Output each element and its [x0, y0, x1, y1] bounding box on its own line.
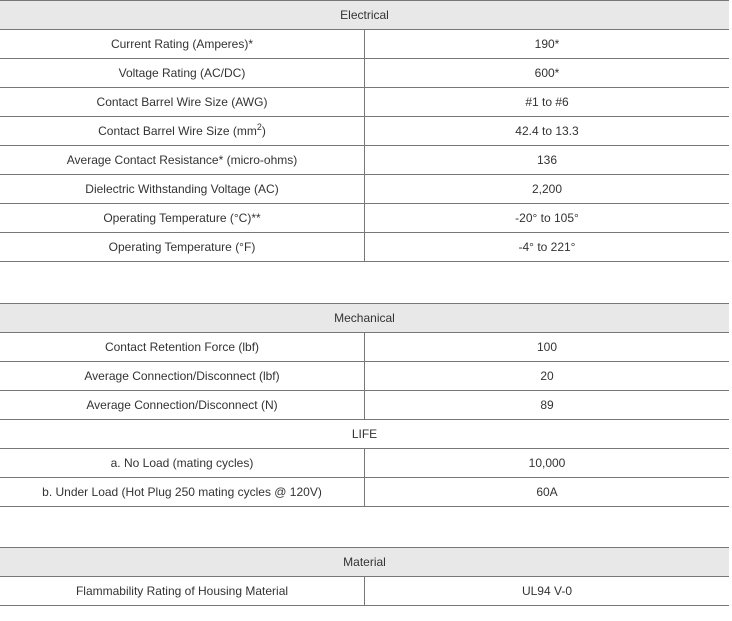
life-subheader: LIFE — [0, 420, 729, 449]
spec-label: b. Under Load (Hot Plug 250 mating cycles @ 120V) — [0, 478, 365, 507]
table-row — [0, 175, 729, 204]
electrical-table — [0, 0, 729, 262]
section-header-material: Material — [0, 548, 729, 577]
spec-label: Average Connection/Disconnect (N) — [0, 391, 365, 420]
section-header-row — [0, 1, 729, 30]
table-row — [0, 577, 729, 606]
spec-value: 20 — [365, 362, 730, 391]
spec-value: UL94 V-0 — [365, 577, 730, 606]
spec-label-text: Contact Barrel Wire Size (mm — [98, 124, 257, 138]
spec-value: 10,000 — [365, 449, 730, 478]
table-row — [0, 333, 729, 362]
superscript: 2 — [256, 122, 262, 132]
spec-value: 2,200 — [365, 175, 730, 204]
spec-label: Flammability Rating of Housing Material — [0, 577, 365, 606]
spec-label — [0, 117, 365, 146]
table-row — [0, 59, 729, 88]
table-row — [0, 449, 729, 478]
spec-value: 100 — [365, 333, 730, 362]
spec-label: Operating Temperature (°F) — [0, 233, 365, 262]
subheader-row — [0, 420, 729, 449]
spec-value: 136 — [365, 146, 730, 175]
section-header-row — [0, 548, 729, 577]
spec-label: Operating Temperature (°C)** — [0, 204, 365, 233]
spec-label: Average Contact Resistance* (micro-ohms) — [0, 146, 365, 175]
spec-label: Dielectric Withstanding Voltage (AC) — [0, 175, 365, 204]
table-row — [0, 117, 729, 146]
section-header-row — [0, 304, 729, 333]
spec-value: -4° to 221° — [365, 233, 730, 262]
spec-label-suffix: ) — [261, 124, 266, 138]
spec-value: 600* — [365, 59, 730, 88]
spec-label: Average Connection/Disconnect (lbf) — [0, 362, 365, 391]
spec-label: Contact Barrel Wire Size (AWG) — [0, 88, 365, 117]
table-row — [0, 362, 729, 391]
section-header-mechanical: Mechanical — [0, 304, 729, 333]
table-row — [0, 30, 729, 59]
spec-value: #1 to #6 — [365, 88, 730, 117]
section-spacer — [0, 507, 732, 547]
table-row — [0, 391, 729, 420]
section-spacer — [0, 262, 732, 303]
spec-label: Voltage Rating (AC/DC) — [0, 59, 365, 88]
spec-label: a. No Load (mating cycles) — [0, 449, 365, 478]
section-header-electrical: Electrical — [0, 1, 729, 30]
table-row — [0, 204, 729, 233]
spec-label: Contact Retention Force (lbf) — [0, 333, 365, 362]
table-row — [0, 233, 729, 262]
spec-label: Current Rating (Amperes)* — [0, 30, 365, 59]
mechanical-table — [0, 303, 729, 507]
table-row — [0, 146, 729, 175]
spec-value: 60A — [365, 478, 730, 507]
spec-value: 190* — [365, 30, 730, 59]
spec-value: -20° to 105° — [365, 204, 730, 233]
table-row — [0, 478, 729, 507]
material-table — [0, 547, 729, 606]
spec-value: 89 — [365, 391, 730, 420]
table-row — [0, 88, 729, 117]
spec-value: 42.4 to 13.3 — [365, 117, 730, 146]
